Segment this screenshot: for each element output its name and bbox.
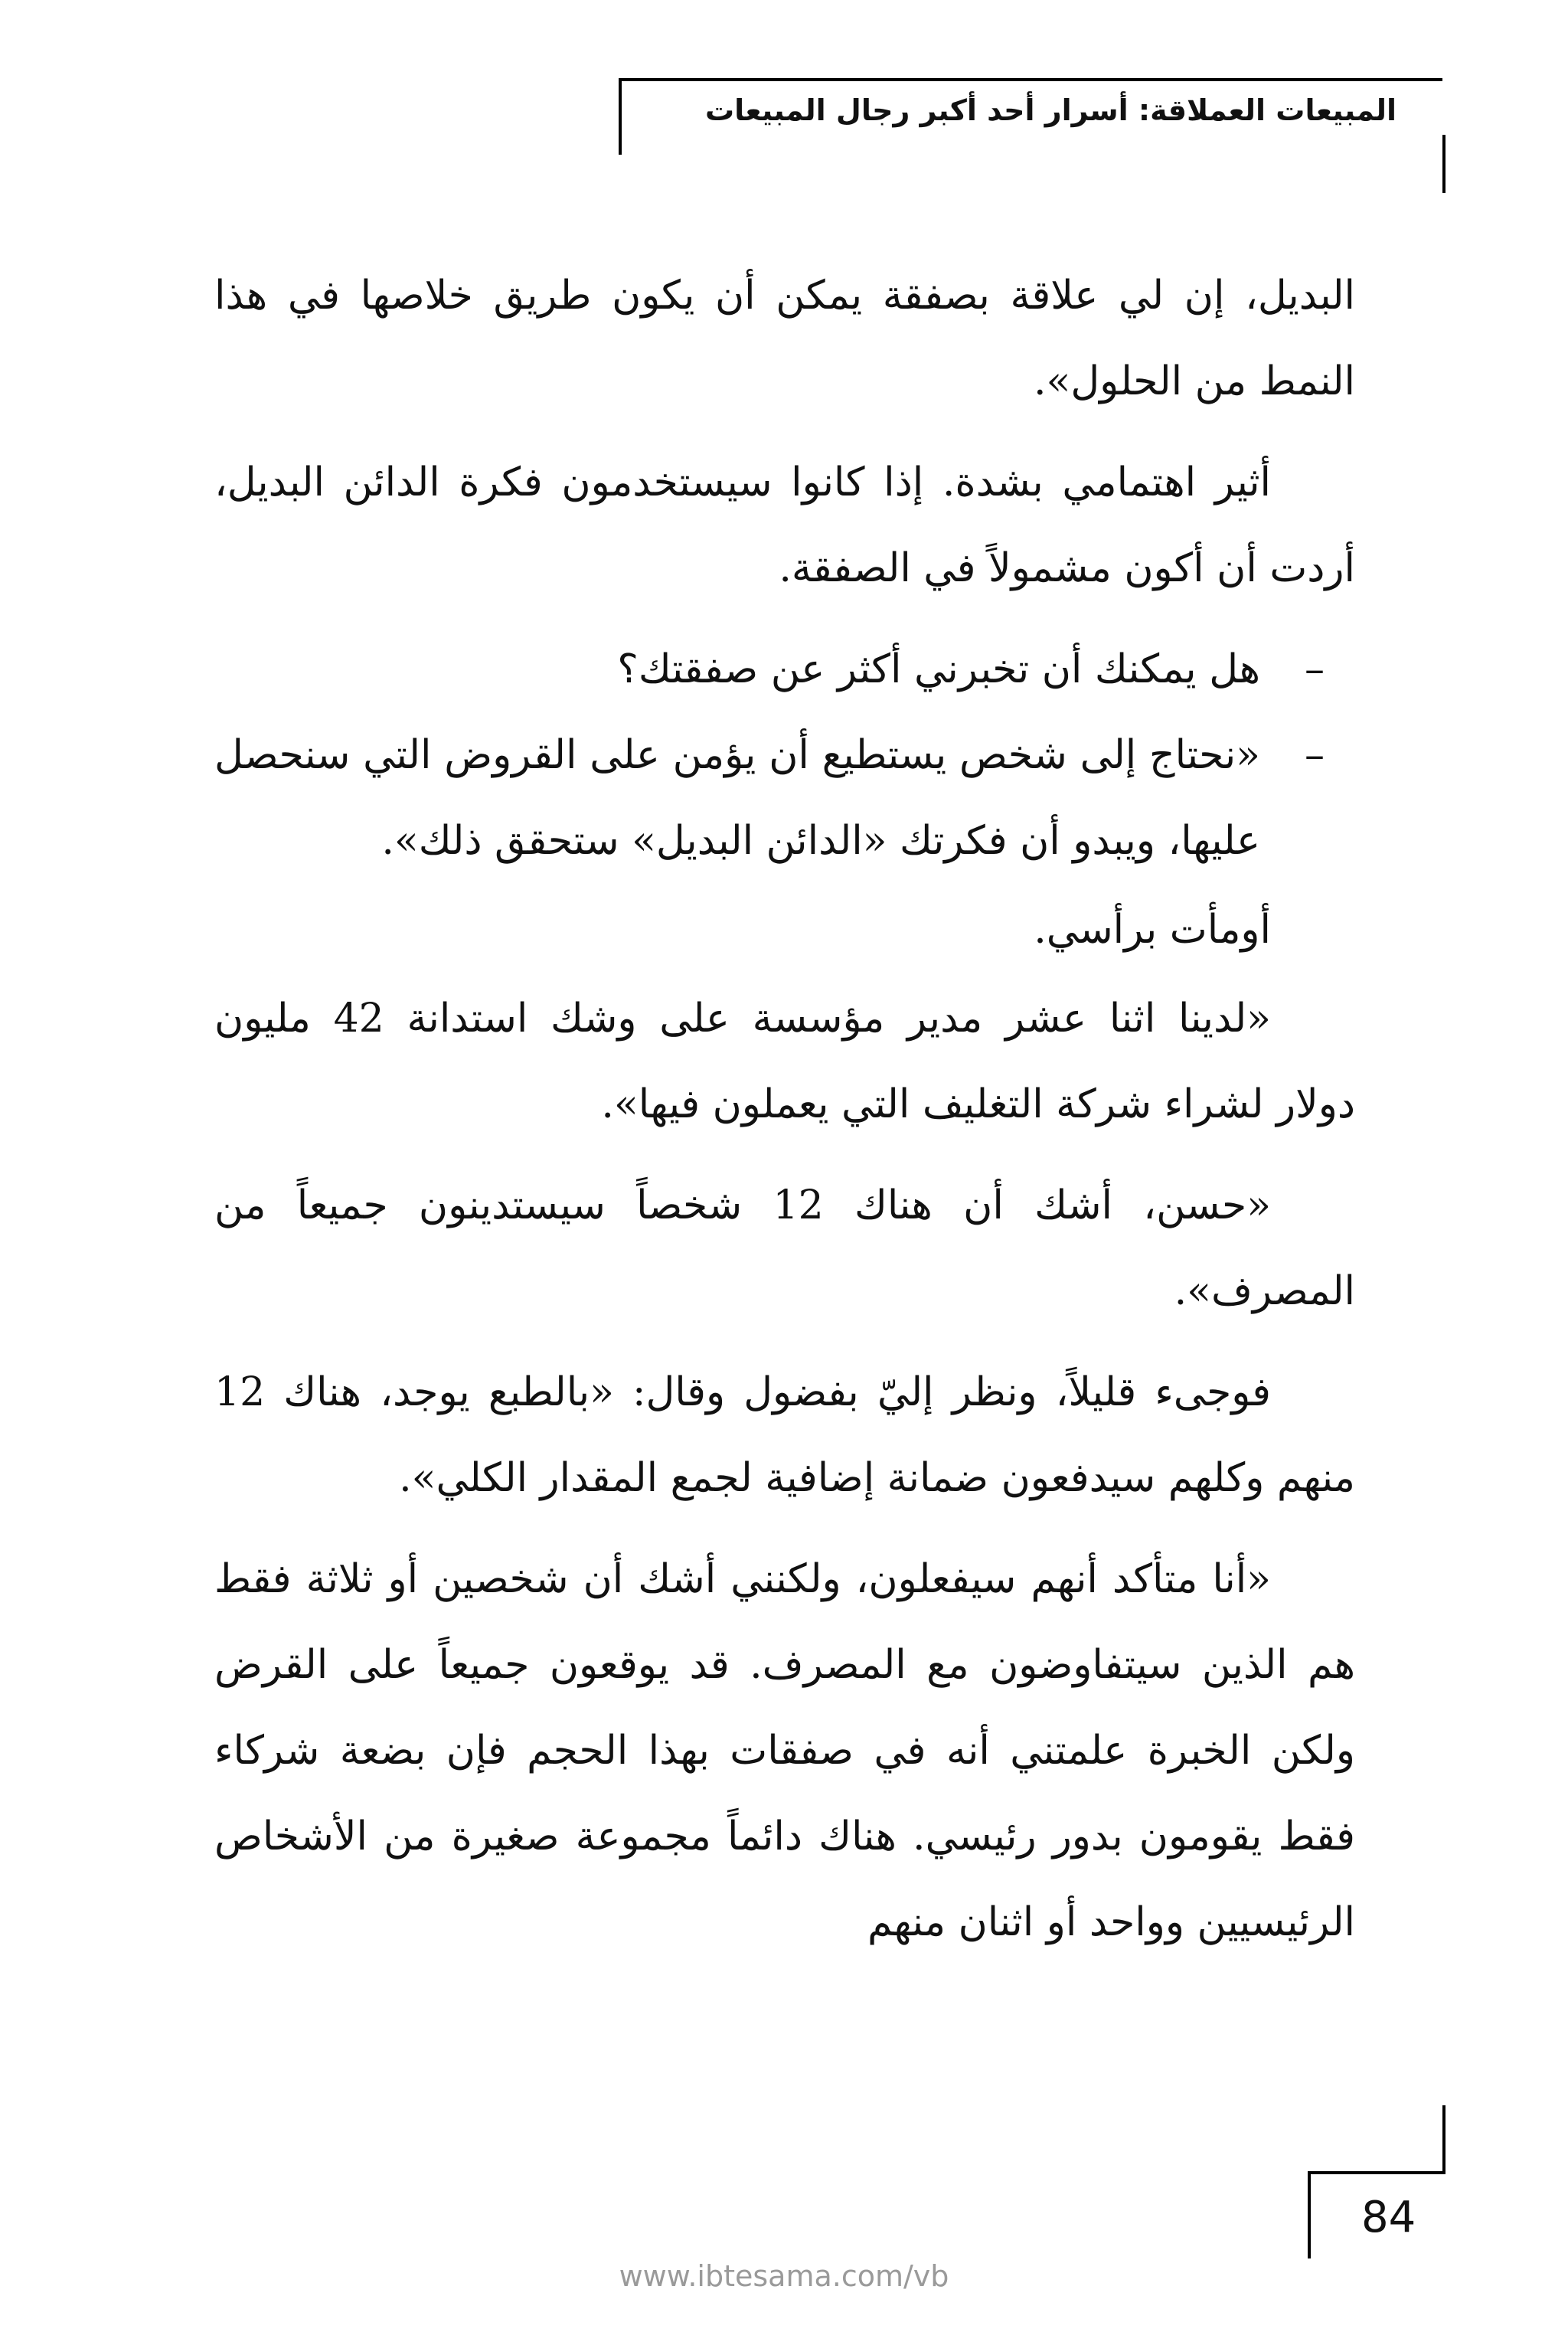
dialogue-item-1 <box>214 626 1355 712</box>
paragraph-2: أثير اهتمامي بشدة. إذا كانوا سيستخدمون فكرة الدائن البديل، أردت أن أكون مشمولاً في الصفقة. <box>214 460 1355 591</box>
paragraph-4: «لدينا اثنا عشر مدير مؤسسة على وشك استدانة 42 مليون دولار لشراء شركة التغليف التي يعملون فيها». <box>214 996 1355 1127</box>
paragraph-1: البديل، إن لي علاقة بصفقة يمكن أن يكون طريق خلاصها في هذا النمط من الحلول». <box>214 273 1355 404</box>
dash-marker: – <box>1305 732 1325 778</box>
watermark: www.ibtesama.com/vb <box>619 2259 949 2293</box>
dialogue-text-1: هل يمكنك أن تخبرني أكثر عن صفقتك؟ <box>617 646 1260 692</box>
dialogue-item-2 <box>214 712 1355 884</box>
paragraph-7: «أنا متأكد أنهم سيفعلون، ولكنني أشك أن شخصين أو ثلاثة فقط هم الذين سيتفاوضون مع المصرف. قد يوقعون جميعاً على القرض ولكن الخبرة علمتني أنه في صفقات بهذا الحجم فإن بضعة شركاء فقط يقومون بدور رئيسي. هناك دائماً مجموعة صغيرة من الأشخاص الرئيسيين وواحد أو اثنان منهم <box>214 1556 1355 1945</box>
page-number: 84 <box>1361 2193 1416 2242</box>
paragraph-6: فوجىء قليلاً، ونظر إليّ بفضول وقال: «بالطبع يوجد، هناك 12 منهم وكلهم سيدفعون ضمانة إضافية لجمع المقدار الكلي». <box>214 1369 1355 1501</box>
dialogue-text-2: «نحتاج إلى شخص يستطيع أن يؤمن على القروض التي سنحصل عليها، ويبدو أن فكرتك «الدائن البديل» ستحقق ذلك». <box>214 732 1260 864</box>
header-rule <box>1442 135 1446 193</box>
paragraph-5: «حسن، أشك أن هناك 12 شخصاً سيستدينون جميعاً من المصرف». <box>214 1182 1355 1314</box>
dash-marker: – <box>1305 646 1325 692</box>
paragraph-3: أومأت برأسي. <box>1034 907 1271 953</box>
page-number-rule <box>1442 2105 1446 2174</box>
running-header <box>619 78 1442 155</box>
page-body <box>214 253 1355 1980</box>
page-number-box <box>1308 2171 1442 2258</box>
running-header-title: المبيعات العملاقة: أسرار أحد أكبر رجال المبيعات <box>704 93 1396 127</box>
